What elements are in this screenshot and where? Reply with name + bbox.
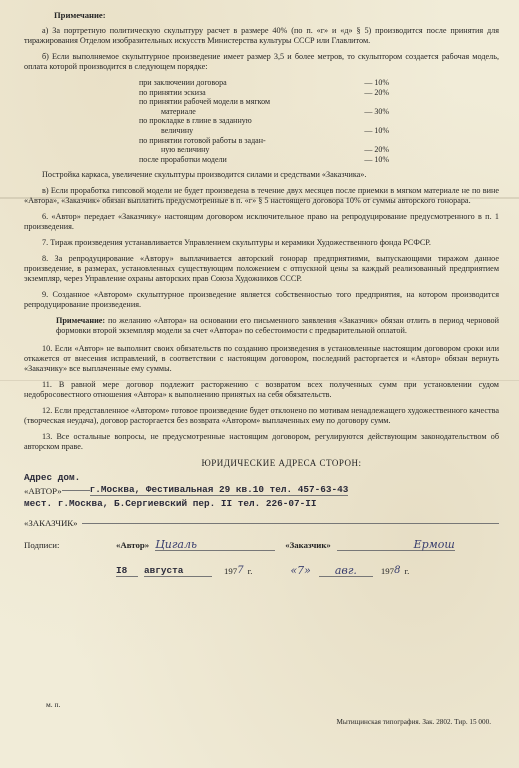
payment-schedule [139, 78, 389, 164]
paragraph-7: 7. Тираж произведения устанавливается Управлением скульптуры и керамики Художественного фонда РСФСР. [42, 238, 431, 248]
date-author-year-suffix: 7 [237, 565, 244, 577]
signature-customer: Ермош [337, 540, 455, 551]
signatures-row [24, 535, 499, 555]
paragraph-12: 12. Если представленное «Автором» готовое произведение будет отклонено по мотивам ненадлежащего художественного качества (творческая неудача), договор расторгается без возврата «Автором» выплаченных ему по договору сумм. [24, 406, 499, 426]
customer-address-line [24, 516, 499, 529]
date-author-g: г. [247, 566, 253, 577]
printer-imprint: Мытищинская типография. Зак. 2802. Тир. 15 000. [336, 718, 491, 726]
author-typed-address: г.Москва, Фестивальная 29 кв.10 тел. 457-63-43 [89, 484, 349, 496]
author-label: «АВТОР» [24, 485, 62, 496]
author-address-line [24, 484, 499, 497]
signature-author: Цигаль [155, 540, 275, 551]
note-second-heading: Примечание: [56, 316, 106, 326]
paragraph-13: 13. Все остальные вопросы, не предусмотренные настоящим договором, регулируются действующим законодательством об авторском праве. [24, 432, 499, 452]
paragraph-10: 10. Если «Автор» не выполнит своих обязательств по созданию произведения в установленные настоящим договором сроки или откажется от внесения исправлений, в соответствии с настоящим договором, последний расторгается и «Автор» обязан вернуть «Заказчику» все выплаченные ему суммы. [24, 344, 499, 374]
paragraph-frame: Постройка каркаса, увеличение скульптуры производится силами и средствами «Заказчика». [42, 170, 367, 180]
date-customer-month: авг. [319, 566, 373, 577]
date-customer-g: г. [404, 566, 410, 577]
page-fold-line-lower [0, 380, 519, 381]
author-work-address-line [24, 497, 499, 510]
payment-row: по принятии эскиза — 20% [139, 87, 389, 97]
date-author-year-prefix: 197 [224, 566, 238, 577]
dates-row [24, 561, 499, 581]
paragraph-a: а) За портретную политическую скульптуру расчет в размере 40% (по п. «г» и «д» § 5) производится после принятия для тиражирования Отделом изобразительных искусств Министерства культуры СССР или Главлитом. [24, 26, 499, 45]
note-second-text: по желанию «Автора» на основании его письменного заявления «Заказчик» обязан отлить в период черновой формовки второй экземпляр модели за счет «Автора» по себестоимости с предварительной оплатой. [56, 316, 500, 336]
paragraph-8: 8. За репродуцирование «Автору» выплачивается авторский гонорар предприятиями, выпускающими тиражом данное произведение, в размерах, установленных существующим положением с отпускной цены за каждый реализованный предприятием экземпляр, через Управление охраны авторских прав Союза Художников СССР. [24, 254, 499, 284]
date-author-month: августа [144, 566, 212, 577]
addresses-title: ЮРИДИЧЕСКИЕ АДРЕСА СТОРОН: [201, 458, 362, 469]
payment-row: по принятии рабочей модели в мягком [139, 97, 271, 107]
payment-row: материале — 30% [161, 106, 389, 116]
stamp-place-label: м. п. [46, 700, 61, 709]
paragraph-b: б) Если выполняемое скульптурное произведение имеет размер 3,5 и более метров, то скульптором создается рабочая модель, оплата которой производится в следующем порядке: [24, 52, 499, 71]
payment-row: после проработки модели — 10% [139, 154, 389, 164]
date-customer-year-suffix: 8 [394, 565, 401, 577]
note-heading: Примечание: [54, 10, 106, 20]
date-customer-year-prefix: 197 [380, 566, 395, 577]
payment-row: по принятии готовой работы в задан- [139, 135, 266, 145]
payment-row: ную величину — 20% [161, 145, 389, 155]
paragraph-9: 9. Созданное «Автором» скульптурное произведение является собственностью того предприятия, на котором производится репродуцирование произведения. [24, 290, 499, 310]
date-author-day: I8 [116, 566, 138, 577]
payment-row: величину — 10% [161, 125, 389, 135]
page-fold-line [0, 197, 519, 199]
date-customer-day: «7» [290, 564, 311, 578]
payment-row: по прокладке в глине в заданную [139, 116, 252, 126]
payment-row: при заключении договора — 10% [139, 78, 389, 87]
typed-address-label: Адрес дом. [24, 471, 81, 483]
paragraph-v: в) Если проработка гипсовой модели не будет произведена в течение двух месяцев после приемки в мягком материале не по вине «Автора», «Заказчик» обязан выплатить предусмотренные в п. «г» § 5 настоящего договора 10% от суммы авторского гонорара. [24, 186, 499, 206]
note-second [56, 316, 499, 336]
paragraph-11: 11. В равной мере договор подлежит расторжению с возвратом всех полученных сумм при установлении судом недобросовестного отношения «Автора» к выполнению принятых на себя обязательств. [24, 380, 499, 400]
signatures-label: Подписи: [24, 540, 60, 551]
author-work-address: мест. г.Москва, Б.Сергиевский пер. II тел. 226-07-II [24, 497, 317, 509]
customer-label: «ЗАКАЗЧИК» [24, 517, 78, 528]
signature-author-label: «Автор» [116, 540, 150, 551]
signature-customer-label: «Заказчик» [285, 540, 331, 551]
typed-address-label-line [24, 471, 499, 484]
paragraph-6: 6. «Автор» передает «Заказчику» настоящим договором исключительное право на репродуцирование предусмотренного в п. 1 произведения. [24, 212, 499, 232]
